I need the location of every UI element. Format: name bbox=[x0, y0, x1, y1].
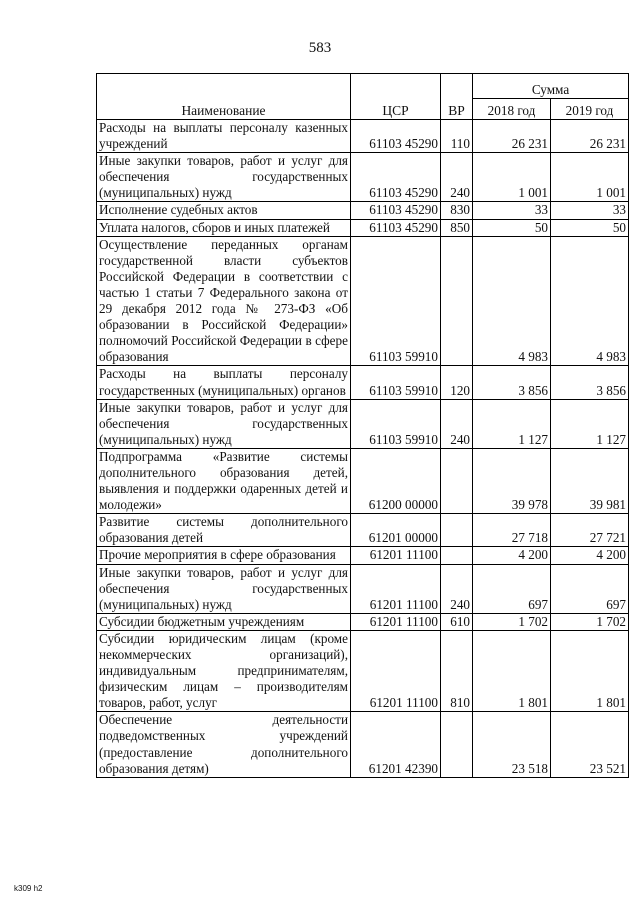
row-name-cell: Прочие мероприятия в сфере образования bbox=[97, 547, 351, 564]
footer-code: k309 h2 bbox=[14, 884, 43, 893]
row-csr-cell: 61103 45290 bbox=[351, 202, 441, 219]
page-number: 583 bbox=[308, 40, 332, 56]
row-sum-2018-cell: 697 bbox=[473, 564, 551, 613]
row-csr-cell: 61200 00000 bbox=[351, 448, 441, 513]
row-csr-cell: 61103 59910 bbox=[351, 366, 441, 399]
header-csr: ЦСР bbox=[351, 74, 441, 120]
row-vr-cell: 850 bbox=[441, 219, 473, 236]
row-sum-2018-cell: 50 bbox=[473, 219, 551, 236]
row-name-cell: Обеспечение деятельности подведомственных учреждений (предоставление дополнительного образования детям) bbox=[97, 712, 351, 777]
header-name: Наименование bbox=[97, 74, 351, 120]
row-sum-2019-cell: 4 200 bbox=[551, 547, 629, 564]
row-vr-cell: 810 bbox=[441, 630, 473, 711]
row-csr-cell: 61201 11100 bbox=[351, 630, 441, 711]
budget-table bbox=[96, 73, 629, 778]
row-vr-cell bbox=[441, 514, 473, 547]
row-sum-2018-cell: 26 231 bbox=[473, 120, 551, 153]
row-csr-cell: 61103 45290 bbox=[351, 153, 441, 202]
row-sum-2018-cell: 27 718 bbox=[473, 514, 551, 547]
table-row bbox=[97, 202, 629, 219]
row-sum-2019-cell: 1 801 bbox=[551, 630, 629, 711]
row-name-cell: Расходы на выплаты персоналу казенных учреждений bbox=[97, 120, 351, 153]
row-csr-cell: 61201 42390 bbox=[351, 712, 441, 777]
row-sum-2019-cell: 1 001 bbox=[551, 153, 629, 202]
row-vr-cell: 240 bbox=[441, 153, 473, 202]
row-vr-cell bbox=[441, 236, 473, 366]
row-vr-cell: 830 bbox=[441, 202, 473, 219]
header-sum: Сумма bbox=[473, 74, 629, 99]
header-year-2019: 2019 год bbox=[551, 99, 629, 120]
row-sum-2018-cell: 4 200 bbox=[473, 547, 551, 564]
row-name-cell: Развитие системы дополнительного образования детей bbox=[97, 514, 351, 547]
table-row bbox=[97, 448, 629, 513]
table-row bbox=[97, 712, 629, 777]
table-body bbox=[97, 120, 629, 778]
row-name-cell: Иные закупки товаров, работ и услуг для обеспечения государственных (муниципальных) нужд bbox=[97, 564, 351, 613]
row-sum-2019-cell: 4 983 bbox=[551, 236, 629, 366]
row-sum-2019-cell: 697 bbox=[551, 564, 629, 613]
row-sum-2019-cell: 23 521 bbox=[551, 712, 629, 777]
row-csr-cell: 61201 00000 bbox=[351, 514, 441, 547]
row-sum-2018-cell: 3 856 bbox=[473, 366, 551, 399]
row-sum-2019-cell: 33 bbox=[551, 202, 629, 219]
row-sum-2019-cell: 1 702 bbox=[551, 613, 629, 630]
row-name-cell: Подпрограмма «Развитие системы дополнительного образования детей, выявления и поддержки одаренных детей и молодежи» bbox=[97, 448, 351, 513]
table-row bbox=[97, 564, 629, 613]
row-sum-2018-cell: 1 702 bbox=[473, 613, 551, 630]
row-name-cell: Расходы на выплаты персоналу государственных (муниципальных) органов bbox=[97, 366, 351, 399]
header-year-2018: 2018 год bbox=[473, 99, 551, 120]
row-name-cell: Уплата налогов, сборов и иных платежей bbox=[97, 219, 351, 236]
row-sum-2018-cell: 39 978 bbox=[473, 448, 551, 513]
table-row bbox=[97, 399, 629, 448]
row-sum-2019-cell: 3 856 bbox=[551, 366, 629, 399]
table-row bbox=[97, 630, 629, 711]
table-row bbox=[97, 120, 629, 153]
row-csr-cell: 61103 45290 bbox=[351, 120, 441, 153]
row-name-cell: Иные закупки товаров, работ и услуг для обеспечения государственных (муниципальных) нужд bbox=[97, 153, 351, 202]
row-csr-cell: 61201 11100 bbox=[351, 613, 441, 630]
row-name-cell: Иные закупки товаров, работ и услуг для обеспечения государственных (муниципальных) нужд bbox=[97, 399, 351, 448]
table-row bbox=[97, 236, 629, 366]
table-row bbox=[97, 153, 629, 202]
row-vr-cell bbox=[441, 547, 473, 564]
header-vr: ВР bbox=[441, 74, 473, 120]
row-name-cell: Субсидии бюджетным учреждениям bbox=[97, 613, 351, 630]
row-name-cell: Субсидии юридическим лицам (кроме некоммерческих организаций), индивидуальным предпринимателям, физическим лицам – производителям товаров, работ, услуг bbox=[97, 630, 351, 711]
row-name-cell: Осуществление переданных органам государственной власти субъектов Российской Федерации в соответствии с частью 1 статьи 7 Федерального закона от 29 декабря 2012 года № 273-ФЗ «Об образовании в Российской Федерации» полномочий Российской Федерации в сфере образования bbox=[97, 236, 351, 366]
row-csr-cell: 61103 59910 bbox=[351, 399, 441, 448]
row-sum-2019-cell: 1 127 bbox=[551, 399, 629, 448]
table-row bbox=[97, 219, 629, 236]
row-sum-2019-cell: 26 231 bbox=[551, 120, 629, 153]
row-sum-2018-cell: 1 127 bbox=[473, 399, 551, 448]
row-vr-cell: 240 bbox=[441, 564, 473, 613]
row-vr-cell: 110 bbox=[441, 120, 473, 153]
table-row bbox=[97, 514, 629, 547]
row-vr-cell: 120 bbox=[441, 366, 473, 399]
row-vr-cell bbox=[441, 712, 473, 777]
row-vr-cell bbox=[441, 448, 473, 513]
table-row bbox=[97, 366, 629, 399]
row-csr-cell: 61201 11100 bbox=[351, 547, 441, 564]
row-csr-cell: 61103 59910 bbox=[351, 236, 441, 366]
row-sum-2019-cell: 50 bbox=[551, 219, 629, 236]
row-sum-2019-cell: 27 721 bbox=[551, 514, 629, 547]
table-row bbox=[97, 613, 629, 630]
table-row bbox=[97, 547, 629, 564]
row-csr-cell: 61103 45290 bbox=[351, 219, 441, 236]
row-sum-2018-cell: 23 518 bbox=[473, 712, 551, 777]
row-vr-cell: 610 bbox=[441, 613, 473, 630]
row-sum-2018-cell: 1 001 bbox=[473, 153, 551, 202]
row-name-cell: Исполнение судебных актов bbox=[97, 202, 351, 219]
row-sum-2018-cell: 4 983 bbox=[473, 236, 551, 366]
row-vr-cell: 240 bbox=[441, 399, 473, 448]
row-sum-2019-cell: 39 981 bbox=[551, 448, 629, 513]
row-sum-2018-cell: 33 bbox=[473, 202, 551, 219]
row-sum-2018-cell: 1 801 bbox=[473, 630, 551, 711]
row-csr-cell: 61201 11100 bbox=[351, 564, 441, 613]
table-header bbox=[97, 74, 629, 120]
